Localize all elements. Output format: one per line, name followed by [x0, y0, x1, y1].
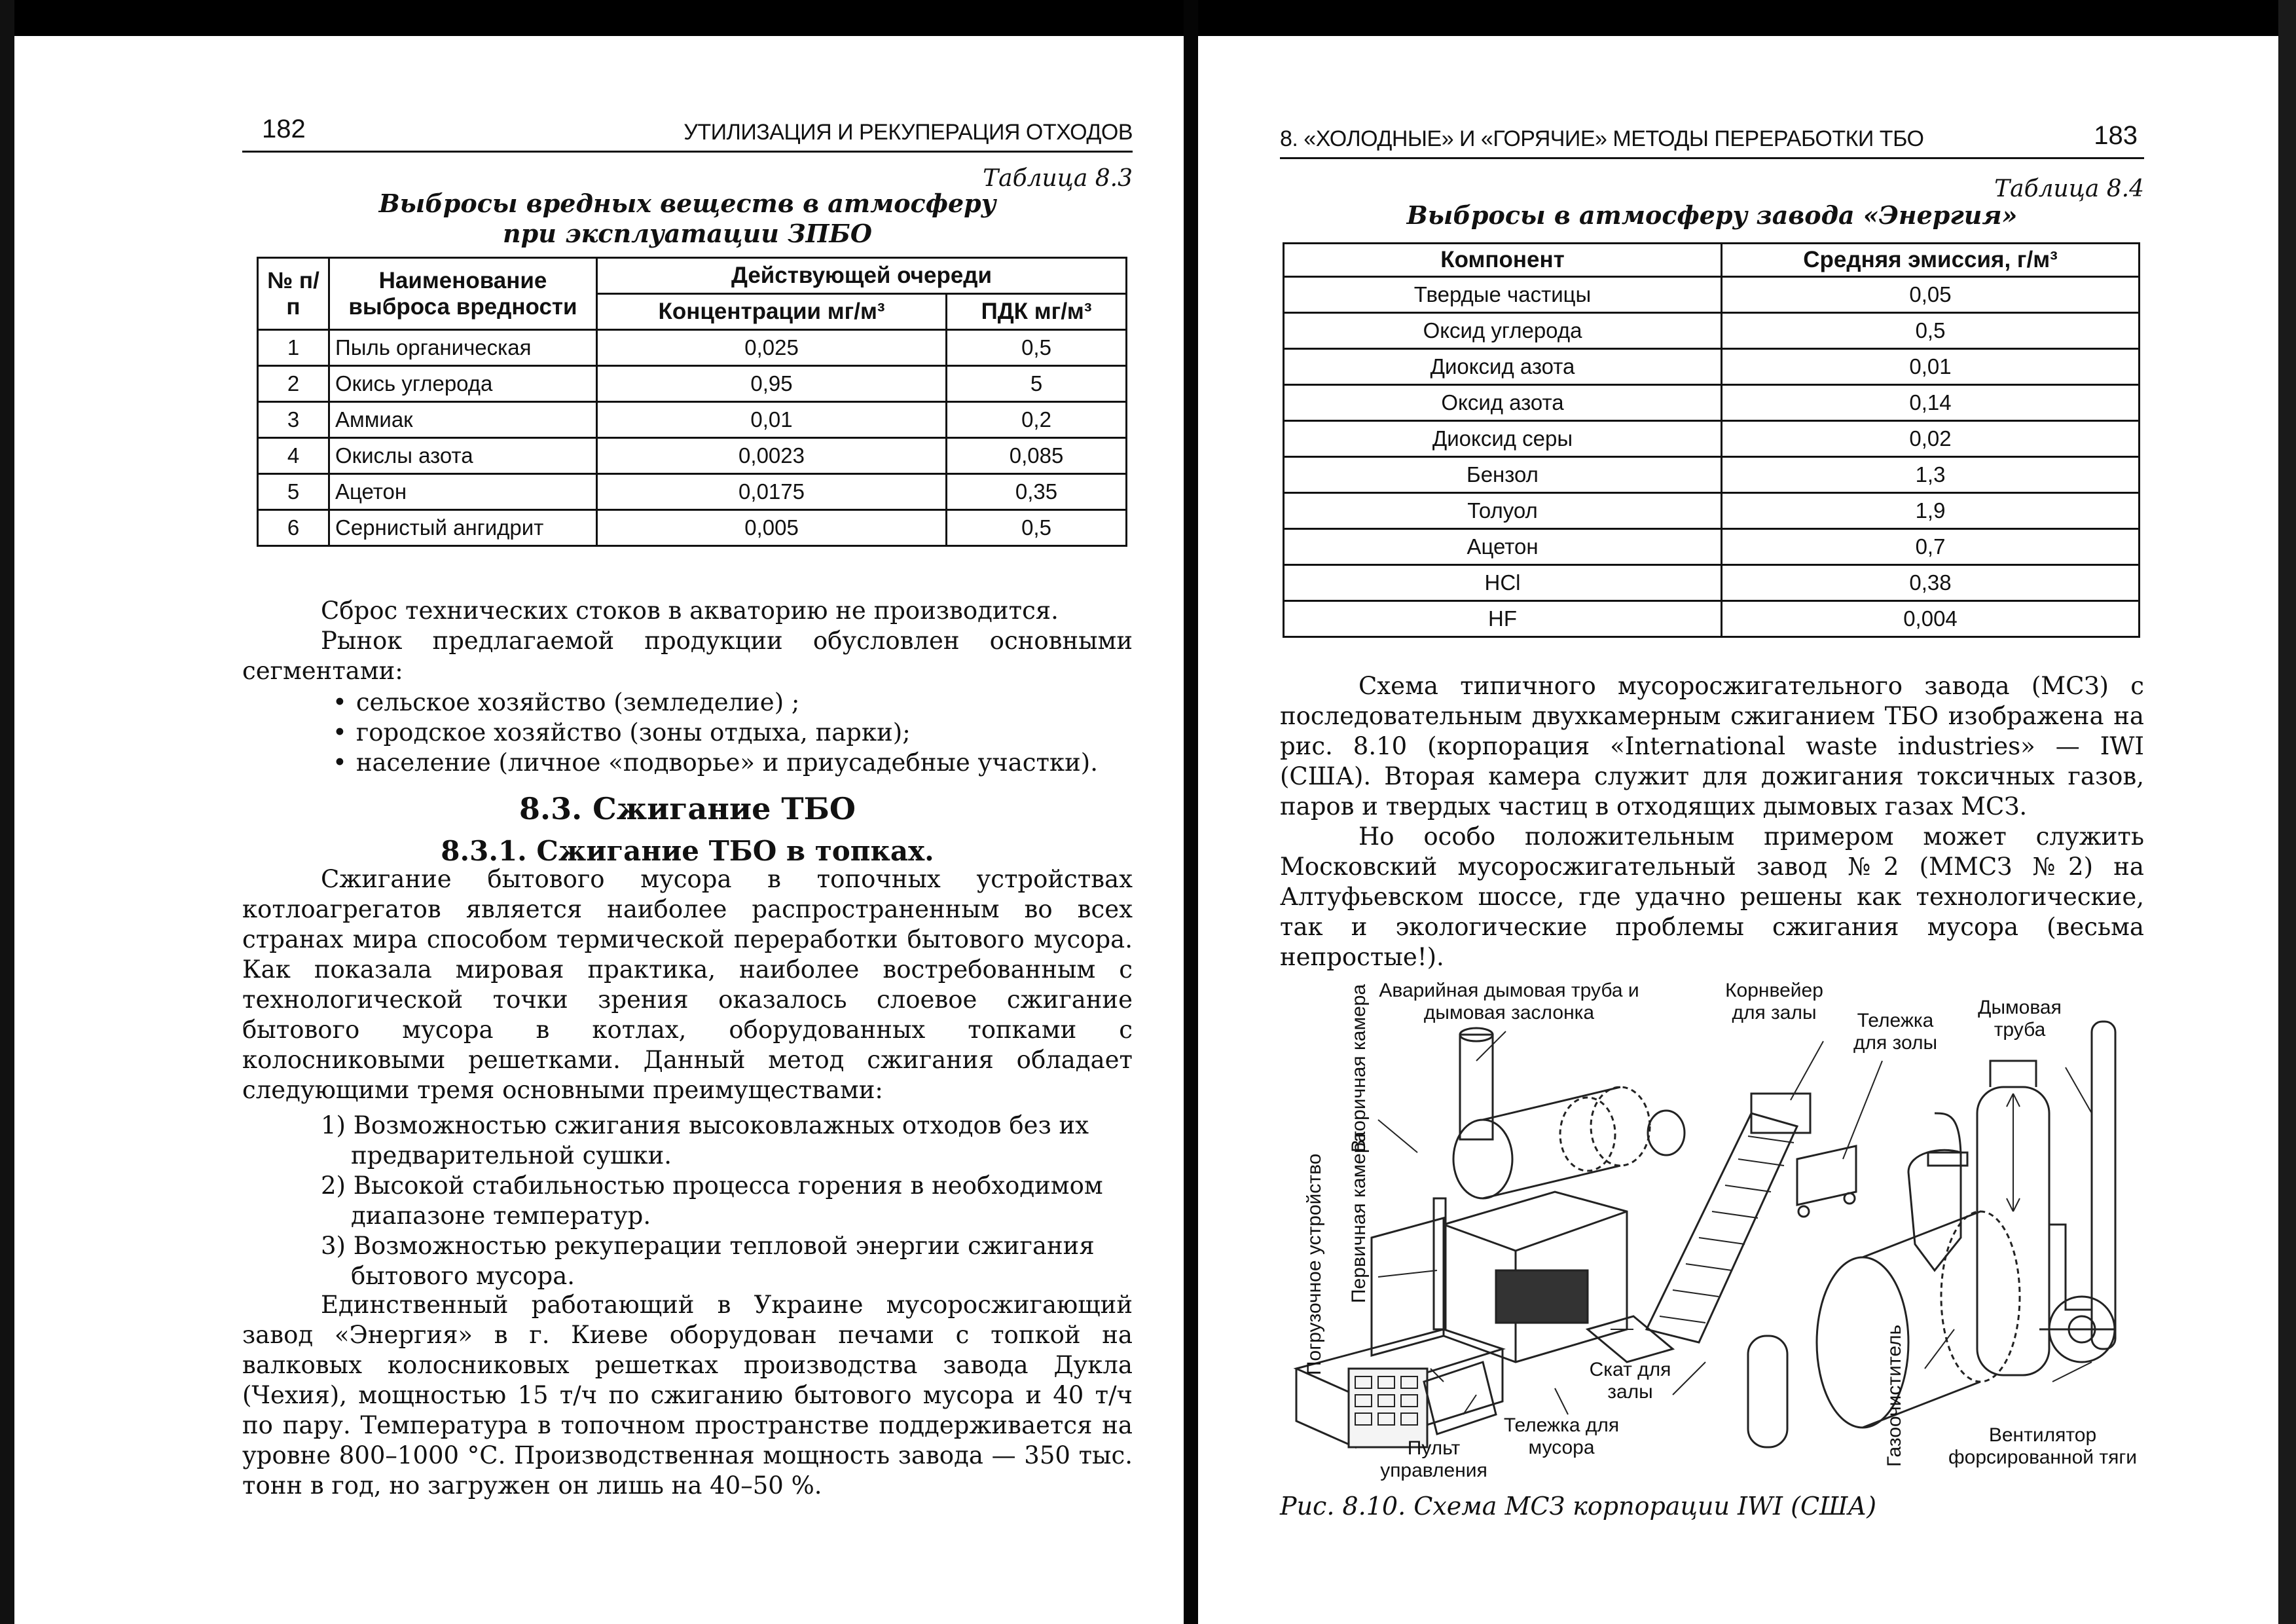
label-ash-chute: Скат для залы	[1589, 1359, 1671, 1403]
scan-left-border	[0, 0, 14, 1624]
col-header-name: Наименование выброса вредности	[329, 258, 597, 330]
cell-conc: 0,95	[597, 366, 947, 402]
col-header-group: Действующей очереди	[597, 258, 1127, 294]
cell-name: Аммиак	[329, 402, 597, 438]
scan-right-border	[2278, 0, 2296, 1624]
cell-emission: 0,05	[1722, 277, 2140, 313]
table-8-3-title-line2: при эксплуатации ЗПБО	[503, 219, 872, 248]
loader-base	[1296, 1369, 1355, 1447]
right-page-number: 183	[2094, 121, 2138, 150]
table-row	[1284, 565, 2140, 601]
table-8-4-caption: Таблица 8.4	[1994, 175, 2144, 202]
label-primary-chamber: Первичная камера	[1348, 1131, 1370, 1303]
ash-conveyor	[1647, 1113, 1797, 1342]
left-main-text	[242, 864, 1133, 1105]
cell-pdk: 0,5	[947, 510, 1127, 546]
cell-no: 4	[258, 438, 329, 474]
paragraph: Сжигание бытового мусора в топочных устройствах котлоагрегатов является наиболее распространенным во всех странах мира способом термической переработки бытового мусора. Как показала мировая практика, наиболее востребованным с технологической точки зрения оказалось слоевое сжигание бытового мусора в котлах, оборудованных топками с колосниковыми решетками. Данный метод сжигания обладает следующими тремя основными преимуществами:	[242, 865, 1133, 1104]
subsection-heading: 8.3.1. Сжигание ТБО в топках.	[441, 835, 934, 867]
cell-conc: 0,005	[597, 510, 947, 546]
cell-no: 1	[258, 330, 329, 366]
right-page	[1280, 0, 2144, 1624]
ash-cart	[1797, 1146, 1856, 1205]
cell-component: HF	[1284, 601, 1722, 637]
cell-component: Ацетон	[1284, 529, 1722, 565]
ash-chute	[1588, 1316, 1673, 1362]
list-item: 3) Возможностью рекуперации тепловой энергии сжигания бытового мусора.	[321, 1232, 1095, 1290]
right-text	[1280, 671, 2144, 972]
cell-emission: 0,14	[1722, 385, 2140, 421]
paragraph: Схема типичного мусоросжигательного завода (МСЗ) с последовательным двухкамерным сжиганием ТБО изображена на рис. 8.10 (корпорация «International waste industries» — IWI (США). Вторая камера служит для дожигания токсичных газов, паров и твердых частиц в отходящих дымовых газах МСЗ.	[1280, 672, 2144, 821]
table-8-4	[1283, 242, 2140, 638]
cell-component: Бензол	[1284, 457, 1722, 493]
list-item: • городское хозяйство (зоны отдыха, парки);	[333, 718, 1098, 748]
left-running-title: УТИЛИЗАЦИЯ И РЕКУПЕРАЦИЯ ОТХОДОВ	[683, 120, 1133, 145]
left-page-number: 182	[262, 115, 306, 143]
bullet-list	[333, 688, 1098, 778]
list-item: 1) Возможностью сжигания высоковлажных отходов без их предварительной сушки.	[321, 1111, 1089, 1170]
label-control-panel: Пульт управления	[1380, 1437, 1487, 1481]
table-row	[258, 402, 1127, 438]
label-ash-conveyor: Корнвейер для залы	[1725, 980, 1823, 1024]
cell-no: 6	[258, 510, 329, 546]
cell-pdk: 0,5	[947, 330, 1127, 366]
cell-component: Твердые частицы	[1284, 277, 1722, 313]
plant-schematic-drawing	[1280, 963, 2144, 1493]
table-8-3-title-line1: Выбросы вредных веществ в атмосферу	[378, 189, 996, 218]
cell-name: Пыль органическая	[329, 330, 597, 366]
cell-no: 5	[258, 474, 329, 510]
gas-cleaner	[1908, 1150, 1961, 1270]
cell-name: Ацетон	[329, 474, 597, 510]
table-8-3	[257, 257, 1127, 547]
cell-component: Оксид азота	[1284, 385, 1722, 421]
left-intro-text	[242, 596, 1133, 686]
cell-conc: 0,0023	[597, 438, 947, 474]
section-heading: 8.3. Сжигание ТБО	[519, 791, 856, 826]
cell-component: Толуол	[1284, 493, 1722, 529]
label-loader: Погрузочное устройство	[1303, 1153, 1325, 1375]
cell-conc: 0,0175	[597, 474, 947, 510]
figure-caption: Рис. 8.10. Схема МСЗ корпорации IWI (США)	[1280, 1492, 1877, 1521]
label-chimney: Дымовая труба	[1978, 997, 2062, 1041]
paragraph: Но особо положительным примером может служить Московский мусоросжигательный завод №2 (ММСЗ №2) на Алтуфьевском шоссе, где удачно решены как технологические, так и экологические проблемы сжигания мусора (весьма непростые!).	[1280, 822, 2144, 971]
paragraph: Сброс технических стоков в акваторию не производится.	[321, 597, 1059, 625]
cell-conc: 0,01	[597, 402, 947, 438]
left-running-head	[242, 98, 1133, 153]
left-closing-text	[242, 1290, 1133, 1501]
table-row	[258, 438, 1127, 474]
cell-pdk: 0,2	[947, 402, 1127, 438]
cell-emission: 0,01	[1722, 349, 2140, 385]
col-header-conc: Концентрации мг/м³	[597, 294, 947, 330]
table-row	[1284, 313, 2140, 349]
cell-name: Окись углерода	[329, 366, 597, 402]
cell-emission: 0,7	[1722, 529, 2140, 565]
table-row	[258, 330, 1127, 366]
cell-emission: 1,9	[1722, 493, 2140, 529]
cell-pdk: 5	[947, 366, 1127, 402]
table-row	[1284, 493, 2140, 529]
cell-emission: 0,004	[1722, 601, 2140, 637]
cell-component: Оксид углерода	[1284, 313, 1722, 349]
right-running-head	[1280, 105, 2144, 159]
cell-name: Сернистый ангидрит	[329, 510, 597, 546]
cell-pdk: 0,35	[947, 474, 1127, 510]
right-running-title: 8. «ХОЛОДНЫЕ» И «ГОРЯЧИЕ» МЕТОДЫ ПЕРЕРАБОТКИ ТБО	[1280, 126, 1924, 151]
table-row	[258, 474, 1127, 510]
cell-component: Диоксид азота	[1284, 349, 1722, 385]
table-row	[1284, 601, 2140, 637]
table-8-4-title: Выбросы в атмосферу завода «Энергия»	[1406, 200, 2018, 230]
water-tank	[1748, 1336, 1787, 1447]
table-row	[1284, 457, 2140, 493]
conveyor-head	[1751, 1094, 1810, 1133]
table-row	[1284, 385, 2140, 421]
table-row	[1284, 277, 2140, 313]
cell-component: HCl	[1284, 565, 1722, 601]
book-spine	[1184, 0, 1198, 1624]
list-item: 2) Высокой стабильностью процесса горения в необходимом диапазоне температур.	[321, 1172, 1103, 1230]
secondary-chamber-end	[1453, 1120, 1512, 1198]
cell-emission: 0,38	[1722, 565, 2140, 601]
cell-no: 2	[258, 366, 329, 402]
table-row	[1284, 529, 2140, 565]
numbered-list	[321, 1111, 1133, 1291]
col-header-component: Компонент	[1284, 244, 1722, 277]
label-secondary-chamber: Вторичная камера	[1348, 984, 1370, 1153]
cell-emission: 0,5	[1722, 313, 2140, 349]
label-fan: Вентилятор форсированной тяги	[1948, 1424, 2138, 1468]
col-header-no: № п/п	[258, 258, 329, 330]
cell-emission: 1,3	[1722, 457, 2140, 493]
table-row	[258, 510, 1127, 546]
left-page	[242, 0, 1133, 1624]
cell-conc: 0,025	[597, 330, 947, 366]
cell-component: Диоксид серы	[1284, 421, 1722, 457]
cell-emission: 0,02	[1722, 421, 2140, 457]
label-ash-cart: Тележка для золы	[1853, 1010, 1938, 1054]
col-header-emission: Средняя эмиссия, г/м³	[1722, 244, 2140, 277]
table-row	[1284, 349, 2140, 385]
label-waste-cart: Тележка для мусора	[1503, 1414, 1620, 1458]
cell-pdk: 0,085	[947, 438, 1127, 474]
paragraph: Единственный работающий в Украине мусоросжигающий завод «Энергия» в г. Киеве оборудован печами с топкой на валковых колосниковых решетках производства завода Дукла (Чехия), мощностью 15 т/ч по сжиганию бытового мусора и 40 т/ч по пару. Температура в топочном пространстве поддерживается на уровне 800–1000 °С. Производственная мощность завода — 350 тыс. тонн в год, но загружен он лишь на 40–50 %.	[242, 1291, 1133, 1500]
figure-8-10	[1280, 963, 2144, 1493]
fire-door	[1496, 1270, 1588, 1323]
list-item: • сельское хозяйство (земледелие) ;	[333, 688, 1098, 718]
paragraph: Рынок предлагаемой продукции обусловлен основными сегментами:	[242, 627, 1133, 685]
table-row	[1284, 421, 2140, 457]
list-item: • население (личное «подворье» и приусадебные участки).	[333, 748, 1098, 778]
cell-name: Окислы азота	[329, 438, 597, 474]
control-panel-box	[1349, 1369, 1427, 1447]
emergency-stack	[1460, 1035, 1493, 1139]
label-gas-cleaner: Газоочиститель	[1884, 1324, 1905, 1467]
table-row	[258, 366, 1127, 402]
label-emergency-stack: Аварийная дымовая труба и дымовая заслонка	[1379, 980, 1639, 1024]
col-header-pdk: ПДК мг/м³	[947, 294, 1127, 330]
burner	[1648, 1111, 1685, 1155]
table-8-3-caption: Таблица 8.3	[983, 165, 1133, 192]
cell-no: 3	[258, 402, 329, 438]
